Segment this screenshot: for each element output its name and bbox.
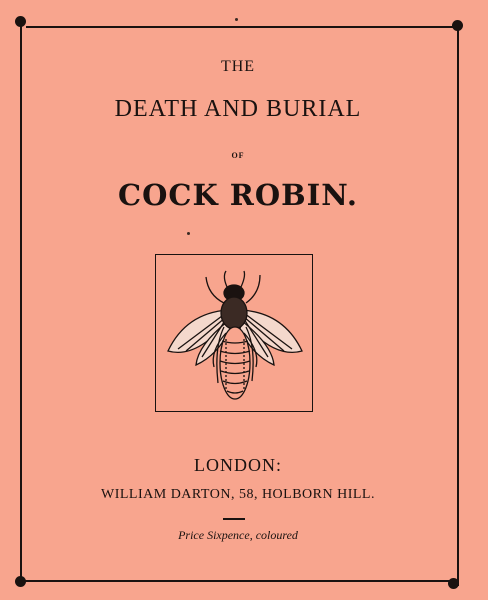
bee-icon [156, 255, 311, 410]
title-cock-robin: COCK ROBIN. [118, 178, 358, 212]
border-top [26, 26, 460, 28]
corner-dot-icon [15, 576, 26, 587]
ink-speck [235, 18, 238, 21]
imprint-city: LONDON: [194, 455, 282, 475]
corner-dot-icon [448, 578, 459, 589]
corner-dot-icon [452, 20, 463, 31]
border-bottom [22, 580, 456, 582]
divider [223, 518, 245, 520]
title-of: OF [231, 151, 245, 160]
title-the: THE [220, 58, 256, 75]
price-note: Price Sixpence, coloured [178, 528, 298, 542]
title-death-and-burial: DEATH AND BURIAL [114, 96, 362, 122]
illustration-frame [155, 254, 313, 412]
corner-dot-icon [15, 16, 26, 27]
imprint-publisher: WILLIAM DARTON, 58, HOLBORN HILL. [101, 487, 375, 502]
ink-speck [187, 232, 190, 235]
